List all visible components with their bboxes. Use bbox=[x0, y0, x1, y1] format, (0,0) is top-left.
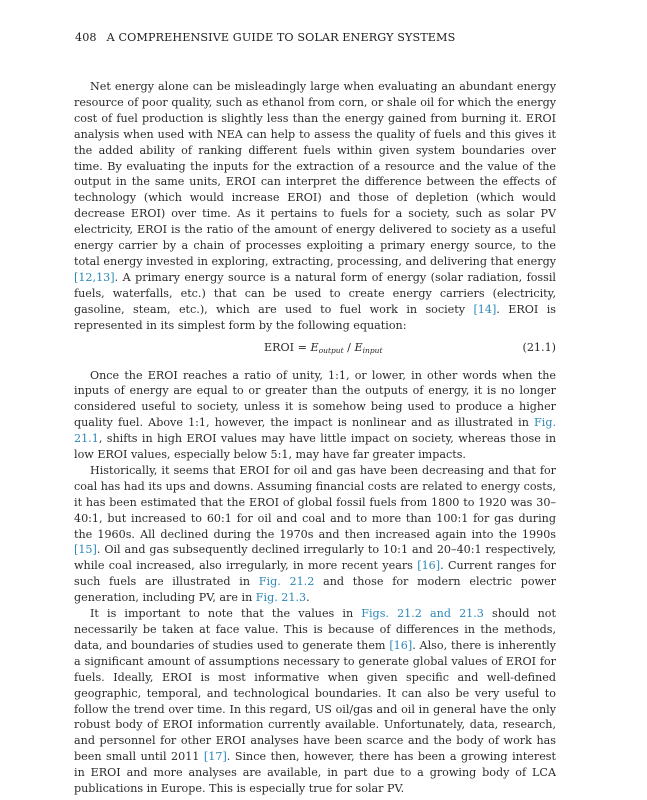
book-title: A COMPREHENSIVE GUIDE TO SOLAR ENERGY SYSTEMS bbox=[106, 31, 456, 44]
text-segment: . bbox=[306, 591, 310, 605]
citation-link[interactable]: [16] bbox=[417, 559, 441, 573]
equation-subscript: output bbox=[318, 345, 344, 355]
equation-21-1 bbox=[74, 338, 556, 365]
text-segment: and those for modern electric power generation, including PV, are in bbox=[74, 575, 556, 605]
equation-operator: / bbox=[343, 340, 355, 354]
paragraph-3 bbox=[74, 463, 556, 606]
equation-energy-symbol: E bbox=[354, 340, 363, 354]
text-segment: , shifts in high EROI values may have little impact on society, whereas those in low EROI values, especially below 5:1, may have far greater impacts. bbox=[74, 432, 556, 462]
equation-number: (21.1) bbox=[522, 340, 556, 354]
running-header bbox=[75, 31, 455, 44]
paragraph-1 bbox=[74, 79, 556, 334]
citation-link[interactable]: [17] bbox=[203, 750, 227, 764]
figure-link[interactable]: Fig. 21.2 bbox=[258, 575, 315, 589]
figure-link[interactable]: Fig. 21.3 bbox=[255, 591, 307, 605]
paragraph-4 bbox=[74, 606, 556, 797]
text-segment: . EROI is represented in its simplest form by the following equation: bbox=[74, 302, 557, 332]
citation-link[interactable]: [14] bbox=[473, 302, 497, 316]
equation-expression bbox=[264, 340, 383, 359]
text-segment: . Also, there is inherently a significant amount of assumptions necessary to generate global values of EROI for fuels. Ideally, EROI is most informative when given specific and well-defined geographic, temporal, and technological boundaries. It can also be very useful to follow the trend over time. In this regard, US oil/gas and oil in general have the only robust body of EROI information currently available. Unfortunately, data, research, and personnel for other EROI analyses have been scarce and the body of work has been small until 2011 bbox=[74, 638, 556, 764]
page-number: 408 bbox=[75, 31, 97, 44]
citation-link[interactable]: [15] bbox=[74, 543, 97, 557]
text-segment: . Current ranges for such fuels are illustrated in bbox=[74, 559, 556, 589]
equation-subscript: input bbox=[362, 345, 383, 355]
text-segment: It is important to note that the values in bbox=[90, 607, 362, 621]
text-segment: . Since then, however, there has been a growing interest in EROI and more analyses are available, in part due to a growing body of LCA publications in Europe. This is especially true for solar PV. bbox=[74, 750, 556, 796]
citation-link[interactable]: [16] bbox=[389, 638, 413, 652]
figure-link[interactable]: Figs. 21.2 and 21.3 bbox=[361, 607, 484, 621]
text-segment: Once the EROI reaches a ratio of unity, 1:1, or lower, in other words when the inputs of energy are equal to or greater than the outputs of energy, it is no longer considered useful to society, unless it is somehow being used to produce a higher quality fuel. Above 1:1, however, the impact is nonlinear and as illustrated in bbox=[74, 368, 556, 430]
text-segment: . Oil and gas subsequently declined irregularly to 10:1 and 20–40:1 respectively, while coal increased, also irregularly, in more recent years bbox=[74, 543, 556, 573]
citation-link[interactable]: [12,13] bbox=[74, 270, 115, 284]
equation-energy-symbol: E bbox=[310, 340, 319, 354]
figure-link[interactable]: Fig. 21.1 bbox=[74, 416, 556, 446]
paragraph-2 bbox=[74, 368, 556, 463]
equation-lhs: EROI = bbox=[264, 340, 311, 354]
text-segment: should not necessarily be taken at face value. This is because of differences in the methods, data, and boundaries of studies used to generate them bbox=[74, 607, 556, 652]
text-segment: Net energy alone can be misleadingly large when evaluating an abundant energy resource of poor quality, such as ethanol from corn, or shale oil for which the energy cost of fuel production is slightly less than the energy gained from burning it. EROI analysis when used with NEA can help to assess the quality of fuels and this gives it the added ability of ranking different fuels within given system boundaries over time. By evaluating the inputs for the extraction of a resource and the value of the output in the same units, EROI can interpret the difference between the effects of technology (which would increase EROI) and those of depletion (which would decrease EROI) over time. As it pertains to fuels for a society, such as solar PV electricity, EROI is the ratio of the amount of energy delivered to society as a useful energy carrier by a chain of processes exploiting a primary energy source, to the total energy invested in exploring, extracting, processing, and delivering that energy bbox=[74, 80, 556, 268]
text-segment: . A primary energy source is a natural form of energy (solar radiation, fossil fuels, waterfalls, etc.) that can be used to create energy carriers (electricity, gasoline, steam, etc.), which are used to fuel work in society bbox=[74, 270, 556, 316]
body-text bbox=[74, 79, 556, 797]
text-segment: Historically, it seems that EROI for oil and gas have been decreasing and that for coal has had its ups and downs. Assuming financial costs are related to energy costs, it has been estimated that the EROI of global fossil fuels from 1800 to 1920 was 30–40:1, but increased to 60:1 for oil and coal and to more than 100:1 for gas during the 1960s. All declined during the 1970s and then increased again into the 1990s bbox=[74, 463, 556, 541]
